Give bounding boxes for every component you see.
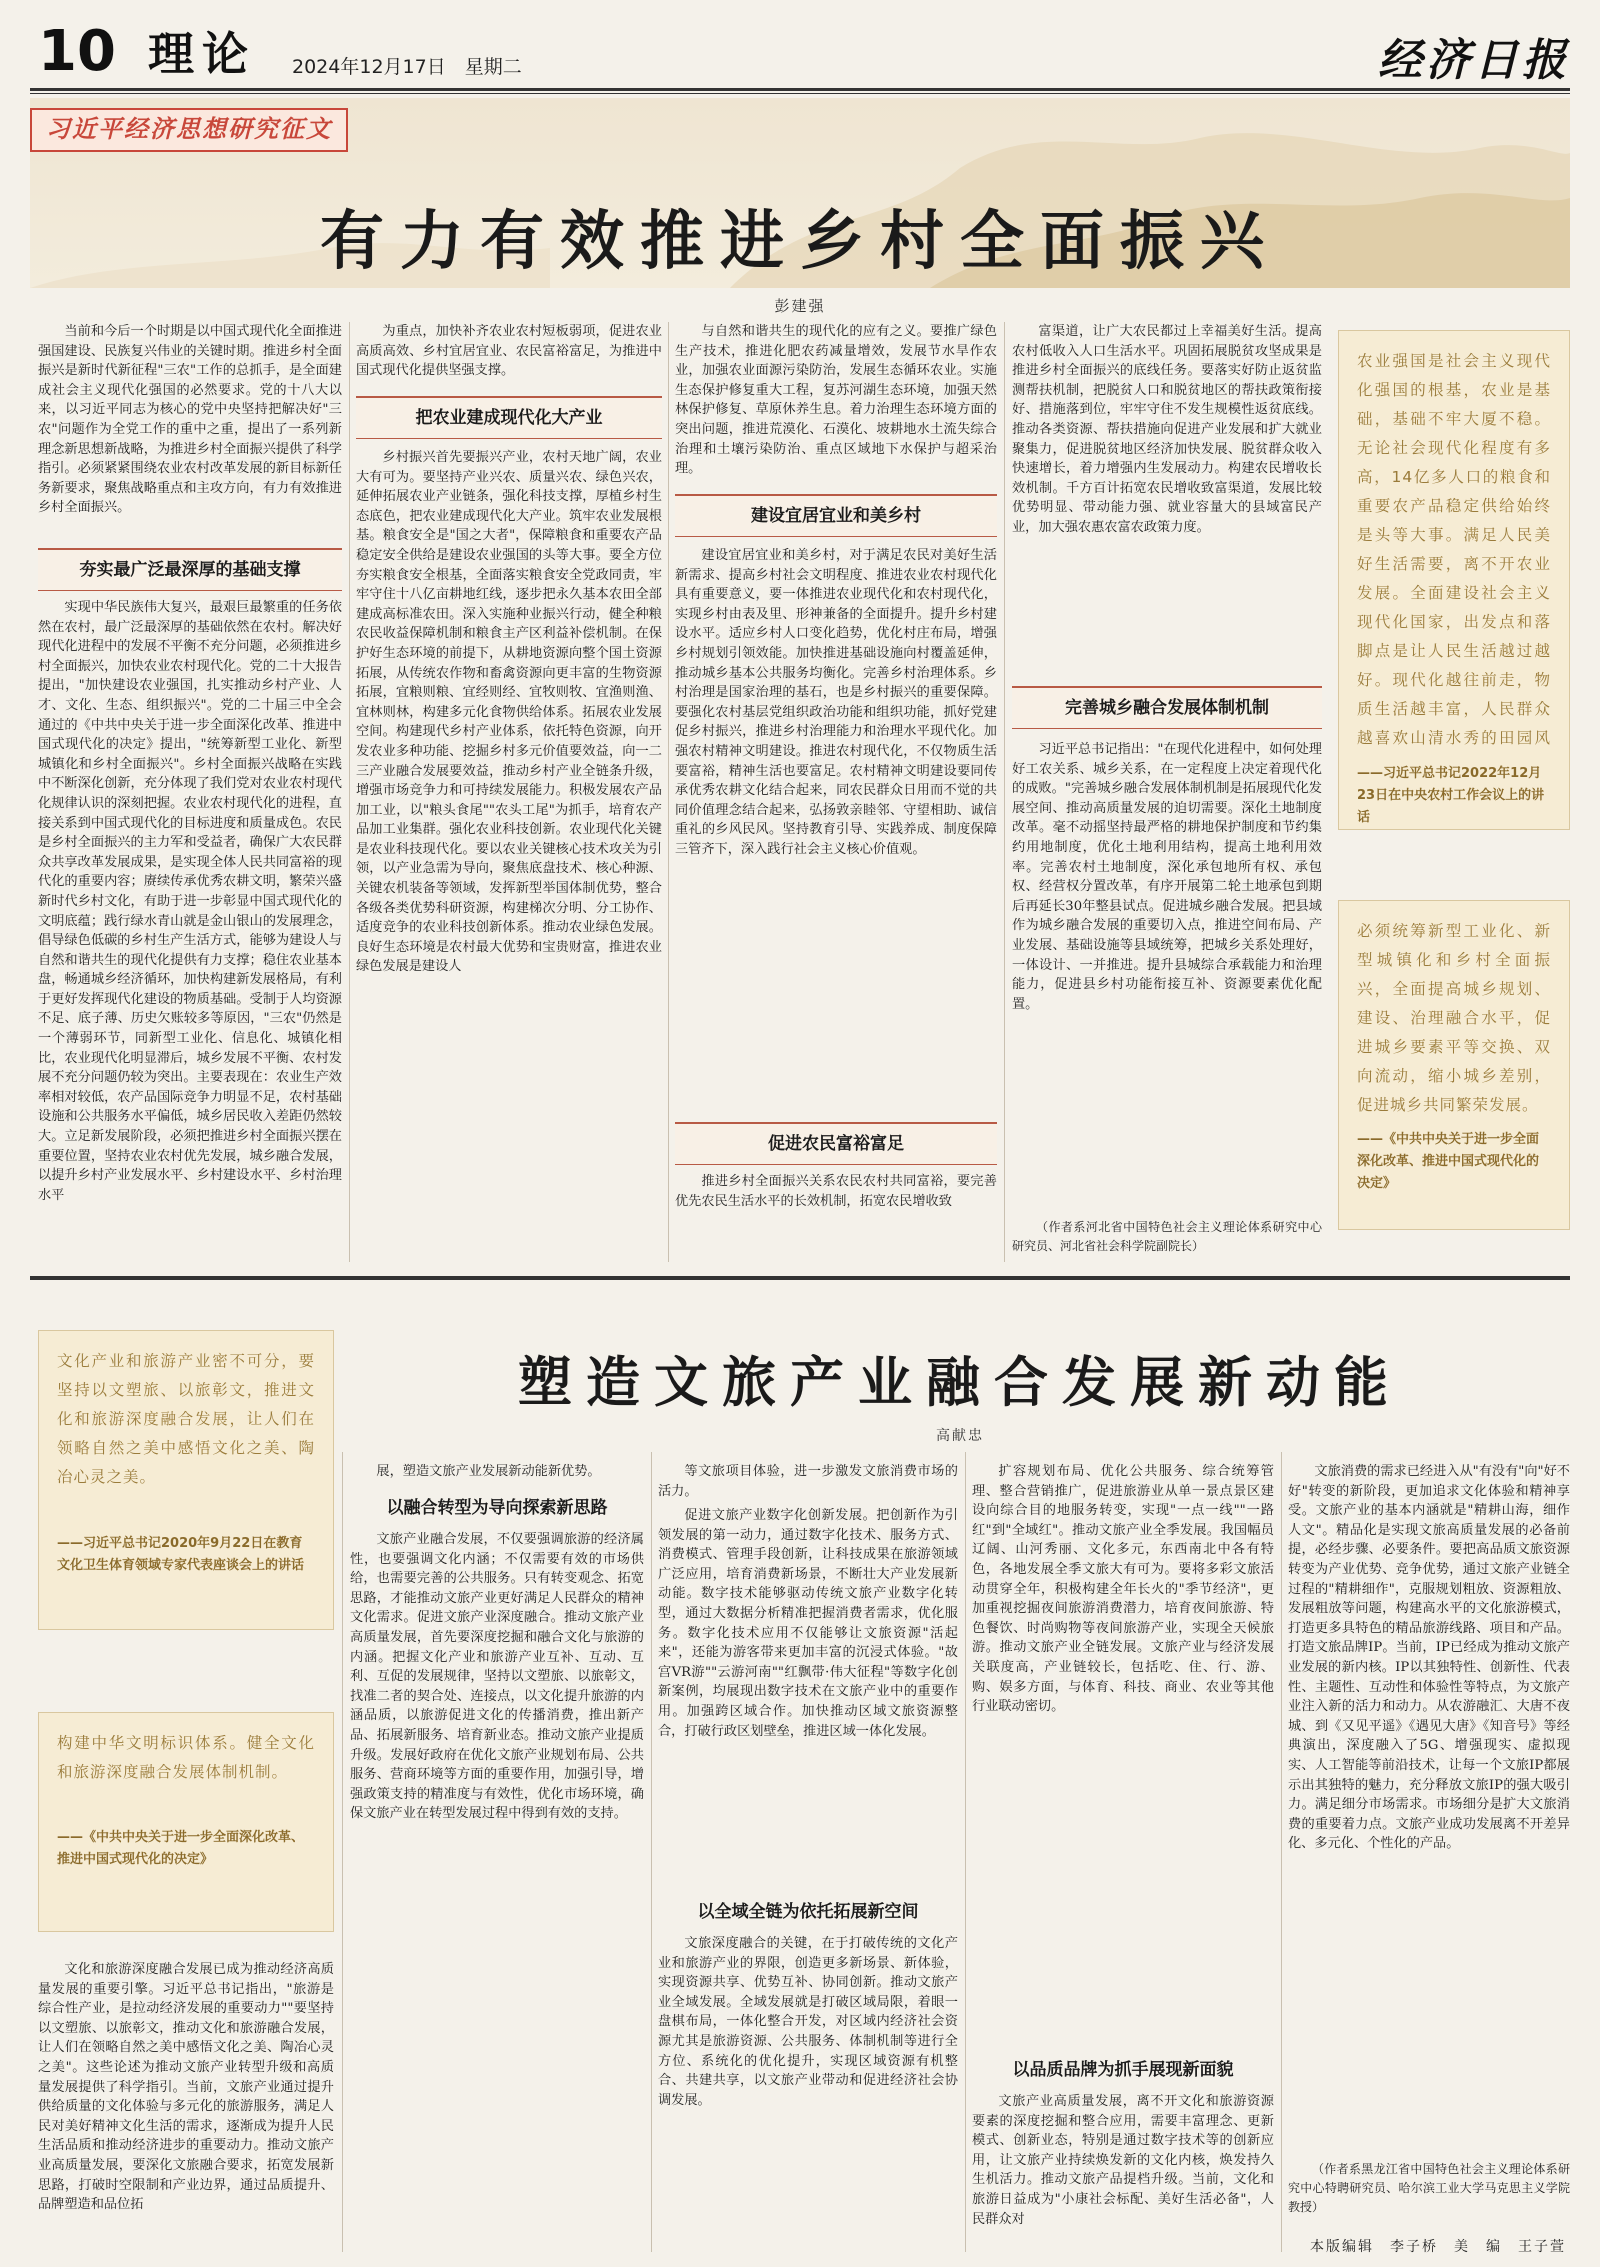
article1-subhead-1: 夯实最广泛最深厚的基础支撑 [38,548,342,591]
column-rule [651,1452,652,2252]
header-rule [30,88,1570,91]
article1-subhead-3: 建设宜居宜业和美乡村 [675,494,997,537]
section-title: 理论 [148,27,256,81]
column-tag: 习近平经济思想研究征文 [30,108,348,152]
article2-col4-lead: 扩容规划布局、优化公共服务、综合统筹管理、整合营销推广，促进旅游业从单一景点景区建设向综合目的地服务转变，实现"一点一线""一路红"到"全域红"。推动文旅产业全季发展。我国幅员辽阔、山河秀丽、文化多元，东西南北中各有特色，各地发展全季文旅大有可为。要将多彩文旅活动贯穿全年，积极构建全年长火的"季节经济"，更加重视挖掘夜间旅游消费潜力，培育夜间旅游、特色餐饮、时尚购物等夜间旅游产业，实现全天候旅游。推动文旅产业全链发展。文旅产业与经济发展关联度高，产业链较长，包括吃、住、行、游、购、娱多方面，与体育、科技、商业、农业等其他行业联动密切。 [972,1464,1274,1715]
column-rule [1281,1452,1282,2252]
article1-author-note: （作者系河北省中国特色社会主义理论体系研究中心研究员、河北省社会科学院副院长） [1012,1220,1322,1253]
quote-box-4 [38,1712,334,1932]
article2-subhead-3: 以品质品牌为抓手展现新面貌 [1012,2060,1234,2080]
article2-author: 高献忠 [936,1428,984,1444]
article1-col1-body: 实现中华民族伟大复兴，最艰巨最繁重的任务依然在农村，最广泛最深厚的基础依然在农村。解决好现代化进程中的发展不平衡不充分问题，必须推进乡村全面振兴，加快农业农村现代化。党的二十大报告提出，"加快建设农业强国，扎实推动乡村产业、人才、文化、生态、组织振兴"。党的二十届三中全会通过的《中共中央关于进一步全面深化改革、推进中国式现代化的决定》提出，"统筹新型工业化、新型城镇化和乡村全面振兴"。乡村全面振兴战略在实践中不断深化创新，充分体现了我们党对农业农村现代化规律认识的深刻把握。农业农村现代化的进程，直接关系到中国式现代化的目标进度和质量成色。农民是乡村全面振兴的主力军和受益者，确保广大农民群众共享改革发展成果，是实现全体人民共同富裕的现代化的重要内容；赓续传承优秀农耕文明，繁荣兴盛新时代乡村文化，有助于进一步彰显中国式现代化的文明底蕴；践行绿水青山就是金山银山的发展理念，倡导绿色低碳的乡村生产生活方式，能够为建设人与自然和谐共生的现代化提供有力支撑；稳住农业基本盘，畅通城乡经济循环，加快构建新发展格局，有利于更好发挥现代化建设的物质基础。受制于人均资源不足、底子薄、历史欠账较多等原因，"三农"仍然是一个薄弱环节，同新型工业化、信息化、城镇化相比，农业现代化明显滞后，城乡发展不平衡、农村发展不充分问题仍较为突出。主要表现在：农业生产效率相对较低，农产品国际竞争力明显不足，农村基础设施和公共服务水平偏低，城乡居民收入差距仍然较大。立足新发展阶段，必须把推进乡村全面振兴摆在重要位置，坚持农业农村优先发展，城乡融合发展，以提升乡村产业发展水平、乡村建设水平、乡村治理水平 [38,600,342,1203]
column-rule [349,322,350,1262]
article1-col1-intro: 当前和今后一个时期是以中国式现代化全面推进强国建设、民族复兴伟业的关键时期。推进乡村全面振兴是新时代新征程"三农"工作的总抓手，是全面建成社会主义现代化强国的必然要求。党的十八大以来，以习近平同志为核心的党中央坚持把解决好"三农"问题作为全党工作的重中之重，提出了一系列新理念新思想新战略，为推进乡村全面振兴提供了科学指引。必须紧紧围绕农业农村改革发展的新目标新任务新要求，聚焦战略重点和主攻方向，有力有效推进乡村全面振兴。 [38,324,342,516]
article2-col2-body: 文旅产业融合发展，不仅要强调旅游的经济属性，也要强调文化内涵；不仅需要有效的市场供给，也需要完善的公共服务。只有转变观念、拓宽思路，才能推动文旅产业更好满足人民群众的精神文化需求。促进文旅产业深度融合。推动文旅产业高质量发展，首先要深度挖掘和融合文化与旅游的内涵。把握文化产业和旅游产业互补、互动、互利、互促的发展规律，坚持以文塑旅、以旅彰文，找准二者的契合处、连接点，以文化提升旅游的内涵品质，以旅游促进文化的传播消费，推出新产品、拓展新服务、培育新业态。推动文旅产业提质升级。发展好政府在优化文旅产业规划布局、公共服务、营商环境等方面的重要作用，加强引导，增强政策支持的精准度与有效性，优化市场环境，确保文旅产业在转型发展过程中得到有效的支持。 [350,1532,644,1822]
article2-col2-lead: 展，塑造文旅产业发展新动能新优势。 [376,1464,601,1479]
page-editor-credits: 本版编辑 李子桥 美 编 王子萱 [1310,2239,1566,2255]
article2-col5-body: 文旅消费的需求已经进入从"有没有"向"好不好"转变的新阶段，更加追求文化体验和精神享受。文旅产业的基本内涵就是"精耕山海，细作人文"。精品化是实现文旅高质量发展的必备前提，必经步骤、必要条件。要把高品质文旅资源转变为产业优势、竞争优势，通过文旅产业链全过程的"精耕细作"，克服规划粗放、资源粗放、发展粗放等问题，构建高水平的文化旅游模式，打造更多具特色的精品旅游线路、项目和产品。打造文旅品牌IP。当前，IP已经成为推动文旅产业发展的新内核。IP以其独特性、创新性、代表性、主题性、互动性和体验性等特点，为文旅产业注入新的活力和动力。从农游融汇、大唐不夜城、到《又见平遥》《遇见大唐》《知音号》等经典演出，深度融入了5G、增强现实、虚拟现实、人工智能等前沿技术，让每一个文旅IP都展示出其独特的魅力，充分释放文旅IP的强大吸引力。满足细分市场需求。市场细分是扩大文旅消费的重要着力点。文旅产业成功发展离不开差异化、多元化、个性化的产品。 [1288,1464,1570,1852]
article1-col3-lead: 与自然和谐共生的现代化的应有之义。要推广绿色生产技术，推进化肥农药减量增效，发展节水旱作农业，加强农业面源污染防治，发展生态循环农业。实施生态保护修复重大工程，复苏河湖生态环境，加强天然林保护修复、草原休养生息。着力治理生态环境方面的突出问题，推进荒漠化、石漠化、坡耕地水土流失综合治理和土壤污染防治、重点区域地下水保护与超采治理。 [675,324,997,477]
quote-box-2 [1338,900,1570,1230]
article2-col3-tail: 文旅深度融合的关键，在于打破传统的文化产业和旅游产业的界限，创造更多新场景、新体验，实现资源共享、优势互补、协同创新。推动文旅产业全域发展。全域发展就是打破区域局限，着眼一盘棋布局，一体化整合开发，对区域内经济社会资源尤其是旅游资源、公共服务、体制机制等进行全方位、系统化的优化提升，实现区域资源有机整合、共建共享，以文旅产业带动和促进经济社会协调发展。 [658,1936,958,2108]
article1-col4-body: 习近平总书记指出："在现代化进程中，如何处理好工农关系、城乡关系，在一定程度上决定着现代化的成败。"完善城乡融合发展体制机制是拓展现代化发展空间、推动高质量发展的迫切需要。深化土地制度改革。毫不动摇坚持最严格的耕地保护制度和节约集约用地制度，优化土地利用结构，提高土地利用效率。完善农村土地制度，深化承包地所有权、承包权、经营权分置改革，有序开展第二轮土地承包到期后再延长30年整县试点。促进城乡融合发展。把县域作为城乡融合发展的重要切入点，推进空间布局、产业发展、基础设施等县域统筹，把城乡关系处理好，一体设计、一并推进。提升县城综合承载能力和治理能力，促进县乡村功能衔接互补、资源要素优化配置。 [1012,742,1322,1012]
page-number: 10 [38,19,116,84]
article1-subhead-4: 促进农民富裕富足 [675,1122,997,1165]
quote-1-text: 农业强国是社会主义现代化强国的根基，农业是基础，基础不牢大厦不稳。无论社会现代化程度有多高，14亿多人口的粮食和重要农产品稳定供给始终是头等大事。满足人民美好生活需要，离不开农业发展。全面建设社会主义现代化国家，出发点和落脚点是让人民生活越过越好。现代化越往前走，物质生活越丰富，人民群众越喜欢山清水秀的田园风 [1357,352,1551,747]
article2-col4-body: 文旅产业高质量发展，离不开文化和旅游资源要素的深度挖掘和整合应用，需要丰富理念、更新模式、创新业态，特别是通过数字技术等的创新应用，让文旅产业持续焕发新的文化内核，焕发持久生机活力。推动文旅产品提档升级。当前，文化和旅游日益成为"小康社会标配、美好生活必备"，人民群众对 [972,2094,1274,2227]
quote-3-source: ——习近平总书记2020年9月22日在教育文化卫生体育领域专家代表座谈会上的讲话 [57,1536,305,1573]
column-rule [668,322,669,1262]
article1-col3-tail: 推进乡村全面振兴关系农民农村共同富裕，要完善优先农民生活水平的长效机制，拓宽农民增收致 [675,1174,997,1209]
article2-title: 塑造文旅产业融合发展新动能 [518,1350,1402,1414]
article2-author-note: （作者系黑龙江省中国特色社会主义理论体系研究中心特聘研究员、哈尔滨工业大学马克思主义学院教授） [1288,2162,1570,2214]
quote-4-source: ——《中共中央关于进一步全面深化改革、推进中国式现代化的决定》 [57,1830,305,1867]
article-divider [30,1276,1570,1280]
header-rule-thin [30,93,1570,94]
article2-col1-body: 文化和旅游深度融合发展已成为推动经济高质量发展的重要引擎。习近平总书记指出，"旅游是综合性产业，是拉动经济发展的重要动力""要坚持以文塑旅、以旅彰文，推动文化和旅游融合发展，让人们在领略自然之美中感悟文化之美、陶冶心灵之美"。这些论述为推动文旅产业转型升级和高质量发展提供了科学指引。当前，文旅产业通过提升供给质量的文化体验与多元化的旅游服务，满足人民对美好精神文化生活的需求，逐渐成为提升人民生活品质和推动经济进步的重要动力。推动文旅产业高质量发展，要深化文旅融合要求，拓宽发展新思路，打破时空限制和产业边界，通过品质提升、品牌塑造和品位拓 [38,1962,334,2213]
column-rule [965,1452,966,2252]
article1-subhead-5: 完善城乡融合发展体制机制 [1012,686,1322,729]
article2-subhead-1: 以融合转型为导向探索新思路 [386,1498,608,1518]
article1-title: 有力有效推进乡村全面振兴 [320,204,1280,279]
column-rule [1004,322,1005,1262]
article1-col3-body: 建设宜居宜业和美乡村，对于满足农民对美好生活新需求、提高乡村社会文明程度、推进农业农村现代化具有重要意义，要一体推进农业现代化和农村现代化，实现乡村由表及里、形神兼备的全面提升。提升乡村建设水平。适应乡村人口变化趋势，优化村庄布局，增强乡村规划引领效能。加快推进基础设施向村覆盖延伸，推动城乡基本公共服务均衡化。完善乡村治理体系。乡村治理是国家治理的基石，也是乡村振兴的重要保障。要强化农村基层党组织政治功能和组织功能，抓好党建促乡村振兴，推进乡村治理能力和治理水平现代化。加强农村精神文明建设。推进农村现代化，不仅物质生活要富裕，精神生活也要富足。农村精神文明建设要同传承优秀农耕文化结合起来，同农民群众日用而不觉的共同价值理念结合起来，弘扬敦亲睦邻、守望相助、诚信重礼的乡风民风。坚持教育引导、实践养成、制度保障三管齐下，深入践行社会主义核心价值观。 [675,548,997,857]
article1-subhead-2: 把农业建成现代化大产业 [356,396,662,439]
article2-col3-body: 促进文旅产业数字化创新发展。把创新作为引领发展的第一动力，通过数字化技术、服务方式、消费模式、管理手段创新，让科技成果在旅游领域广泛应用，培育消费新场景，不断壮大产业发展新动能。数字技术能够驱动传统文旅产业数字化转型，通过大数据分析精准把握消费者需求，优化服务。数字化技术应用不仅能够让文旅资源"活起来"，还能为游客带来更加丰富的沉浸式体验。"故宫VR游""云游河南""红飘带·伟大征程"等数字化创新案例，均展现出数字技术在文旅产业中的重要作用。加强跨区域合作。加快推动区域文旅资源整合，打破行政区划壁垒，推进区域一体化发展。 [658,1508,958,1739]
quote-3-text: 文化产业和旅游产业密不可分，要坚持以文塑旅、以旅彰文，推进文化和旅游深度融合发展，让人们在领略自然之美中感悟文化之美、陶冶心灵之美。 [57,1352,315,1486]
quote-box-3 [38,1330,334,1630]
article2-subhead-2: 以全域全链为依托拓展新空间 [697,1902,919,1922]
article1-col2-lead: 为重点，加快补齐农业农村短板弱项，促进农业高质高效、乡村宜居宜业、农民富裕富足，为推进中国式现代化提供坚强支撑。 [356,324,662,379]
newspaper-masthead: 经济日报 [1378,35,1570,86]
quote-2-text: 必须统筹新型工业化、新型城镇化和乡村全面振兴，全面提高城乡规划、建设、治理融合水平，促进城乡要素平等交换、双向流动，缩小城乡差别，促进城乡共同繁荣发展。 [1357,922,1551,1114]
article1-col2-body: 乡村振兴首先要振兴产业，农村天地广阔，农业大有可为。要坚持产业兴农、质量兴农、绿色兴农，延伸拓展农业产业链条，强化科技支撑，厚植乡村生态底色，把农业建成现代化大产业。筑牢农业发展根基。粮食安全是"国之大者"，保障粮食和重要农产品稳定安全供给是建设农业强国的头等大事。要全方位夯实粮食安全根基，全面落实粮食安全党政同责，牢牢守住十八亿亩耕地红线，逐步把永久基本农田全部建成高标准农田。深入实施种业振兴行动，健全种粮农民收益保障机制和粮食主产区利益补偿机制。在保护好生态环境的前提下，从耕地资源向整个国土资源拓展，从传统农作物和畜禽资源向更丰富的生物资源拓展，宜粮则粮、宜经则经、宜牧则牧、宜渔则渔、宜林则林，构建多元化食物供给体系。拓展农业发展空间。构建现代乡村产业体系，依托特色资源，向开发农业多种功能、挖掘乡村多元价值要效益，向一二三产业融合发展要效益，推动乡村产业全链条升级，增强市场竞争力和可持续发展能力。积极发展农产品加工业，以"粮头食尾""农头工尾"为抓手，培育农产品加工业集群。强化农业科技创新。农业现代化关键是农业科技现代化。要以农业关键核心技术攻关为引领，以产业急需为导向，聚焦底盘技术、核心种源、关键农机装备等领域，发挥新型举国体制优势，整合各级各类优势科研资源，构建梯次分明、分工协作、适度竞争的农业科技创新体系。推动农业绿色发展。良好生态环境是农村最大优势和宝贵财富，推进农业绿色发展是建设人 [356,450,662,975]
quote-4-text: 构建中华文明标识体系。健全文化和旅游深度融合发展体制机制。 [57,1734,315,1781]
article1-author: 彭建强 [774,297,826,315]
quote-1-source: ——习近平总书记2022年12月23日在中央农村工作会议上的讲话 [1357,766,1545,825]
article2-col3-lead: 等文旅项目体验，进一步激发文旅消费市场的活力。 [658,1464,958,1499]
column-rule [342,1452,343,2252]
quote-box-1 [1338,330,1570,830]
issue-date: 2024年12月17日 星期二 [292,56,522,78]
article1-col4-lead: 富渠道，让广大农民都过上幸福美好生活。提高农村低收入人口生活水平。巩固拓展脱贫攻坚成果是推进乡村全面振兴的底线任务。要落实好防止返贫监测帮扶机制，把脱贫人口和脱贫地区的帮扶政策衔接好、措施落到位，牢牢守住不发生规模性返贫底线。推动各类资源、帮扶措施向促进产业发展和扩大就业聚集力，促进脱贫地区经济加快发展、脱贫群众收入快速增长，着力增强内生发展动力。构建农民增收长效机制。千方百计拓宽农民增收致富渠道，发展比较优势明显、带动能力强、就业容量大的县域富民产业，加大强农惠农富农政策力度。 [1012,324,1322,535]
quote-2-source: ——《中共中央关于进一步全面深化改革、推进中国式现代化的决定》 [1357,1132,1540,1191]
